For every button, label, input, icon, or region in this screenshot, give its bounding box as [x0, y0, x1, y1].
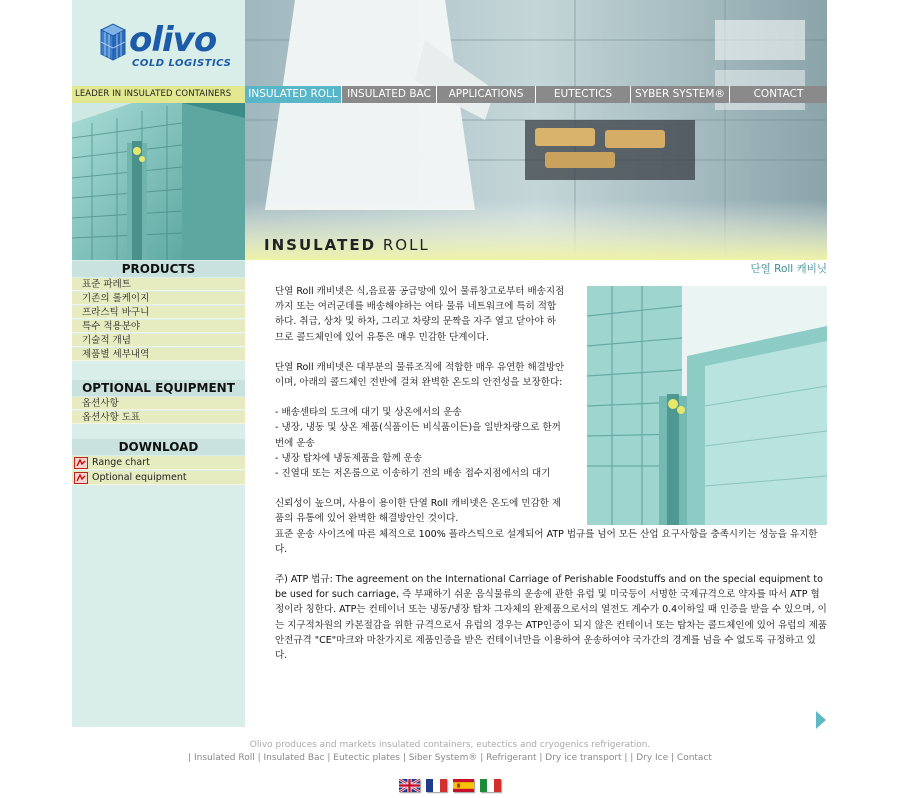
logo[interactable]: [72, 0, 245, 86]
language-flags: [399, 779, 501, 792]
nav-syber-system[interactable]: SYBER SYSTEM®: [631, 86, 730, 103]
download-label: Optional equipment: [92, 472, 187, 483]
optional-equipment-heading: OPTIONAL EQUIPMENT: [72, 380, 245, 396]
download-optional-equipment[interactable]: [72, 471, 245, 485]
left-column: [72, 0, 245, 727]
sidebar-item-products-2[interactable]: 프라스틱 바구니: [72, 306, 245, 319]
list-item: - 냉장, 냉동 및 상온 제품(식품이든 비식품이든)을 일반차량으로 한꺼번에 운송: [275, 422, 561, 449]
flag-uk-icon[interactable]: [399, 779, 420, 792]
standards-paragraph: 표준 운송 사이즈에 따른 체적으로 100% 플라스틱으로 설계되어 ATP 법규를 넘어 모든 산업 요구사항을 충족시키는 성능을 유지한다.: [275, 528, 818, 555]
sidebar-item-products-1[interactable]: 기존의 롤케이지: [72, 292, 245, 305]
hero-image: [245, 0, 827, 260]
list-item: - 냉장 탑차에 냉동제품을 함께 운송: [275, 452, 423, 464]
sidebar-item-products-5[interactable]: 제품별 세부내역: [72, 348, 245, 361]
download-label: Range chart: [92, 457, 150, 468]
list-item: - 진열대 또는 저온룸으로 이송하기 전의 배송 접수지점에서의 대기: [275, 468, 551, 480]
sidebar-item-products-4[interactable]: 기술적 개념: [72, 334, 245, 347]
pdf-icon: [74, 472, 88, 484]
nav-applications[interactable]: APPLICATIONS: [437, 86, 536, 103]
main-nav: [245, 86, 827, 103]
list-item: - 배송센타의 도크에 대기 및 상온에서의 운송: [275, 407, 462, 419]
hero-title-bold: INSULATED: [264, 236, 377, 254]
flag-it-icon[interactable]: [480, 779, 501, 792]
logo-cube-icon: [97, 22, 129, 62]
insulated-roll-closeup-image: [72, 103, 245, 260]
page: [72, 0, 827, 727]
nav-insulated-bac[interactable]: INSULATED BAC: [342, 86, 437, 103]
products-heading: PRODUCTS: [72, 261, 245, 277]
nav-eutectics[interactable]: EUTECTICS: [536, 86, 631, 103]
page-hero-title: [264, 236, 430, 254]
page-subtitle: 단열 Roll 캐비닛: [750, 263, 827, 275]
sidebar-item-optional-1[interactable]: 옵션사항 도표: [72, 411, 245, 424]
logo-tagline: COLD LOGISTICS: [132, 58, 232, 69]
pdf-icon: [74, 457, 88, 469]
sidebar-item-products-3[interactable]: 특수 적용분야: [72, 320, 245, 333]
solution-paragraph: 단열 Roll 캐비넷은 대부분의 물류조직에 적합한 매우 유연한 해결방안이며, 아래의 콜드체인 전반에 걸쳐 완벽한 온도의 안전성을 보장한다:: [275, 361, 565, 389]
nav-contact[interactable]: CONTACT: [730, 86, 827, 103]
feature-list: [275, 405, 565, 481]
sidebar-item-products-0[interactable]: 표준 파레트: [72, 278, 245, 291]
footer-description: Olivo produces and markets insulated containers, eutectics and cryogenics refrigeration.: [249, 740, 651, 750]
download-range-chart[interactable]: [72, 456, 245, 470]
atp-note-paragraph: 주) ATP 법규: The agreement on the International Carriage of Perishable Foodstuffs and on the special equipment to be used for such carriage, 즉 부패하기 쉬운 음식물류의 운송에 관한 유럽 및 미국등이 서명한 국제규격으로 약자를 따서 ATP 협정이라 칭한다. ATP는 컨테이너 또는 냉동/냉장 탑차 그자체의 완제품으로서의 열전도 계수가 0.4이하일 때 인증을 받을 수 있으며, 이는 지구적차원의 카본절감을 위한 규격으로서 유럽의 경우는 ATP인증이 되지 않은 컨테이너 또는 탑차는 콜드체인에 있어 유럽의 제품안전규격 "CE"마크와 마찬가지로 제품인증을 받은 컨테이너만을 이용하여 운송하여야 국가간의 경계를 넘을 수 없도록 규정하고 있다.: [275, 574, 827, 662]
main-content: [275, 284, 827, 678]
logo-wordmark: olivo: [129, 20, 217, 60]
download-heading: DOWNLOAD: [72, 439, 245, 455]
next-arrow-icon[interactable]: [815, 710, 827, 730]
flag-fr-icon[interactable]: [426, 779, 447, 792]
hero-title-light: ROLL: [382, 236, 430, 254]
footer-links[interactable]: | Insulated Roll | Insulated Bac | Eutectic plates | Siber System® | Refrigerant | Dry ice transport | | Dry Ice | Contact: [188, 753, 712, 763]
nav-insulated-roll[interactable]: INSULATED ROLL: [245, 86, 342, 103]
leader-banner: LEADER IN INSULATED CONTAINERS: [72, 86, 245, 103]
flag-es-icon[interactable]: [453, 779, 474, 792]
sidebar-item-optional-0[interactable]: 옵션사항: [72, 397, 245, 410]
reliability-paragraph: 신뢰성이 높으며, 사용이 용이한 단열 Roll 캐비넷은 온도에 민감한 제품의 유통에 있어 완벽한 해결방안인 것이다.: [275, 498, 562, 525]
intro-paragraph: 단열 Roll 캐비넷은 식,음료품 공급망에 있어 물류창고로부터 배송지점까지 또는 여러군데를 배송해야하는 여타 물류 네트워크에 특히 적합하다. 취급, 상차 및 하차, 그리고 차량의 문짝을 자주 열고 닫아야 하므로 콜드체인에 있어 유통은 매우 민감한 단계이다.: [275, 286, 565, 343]
